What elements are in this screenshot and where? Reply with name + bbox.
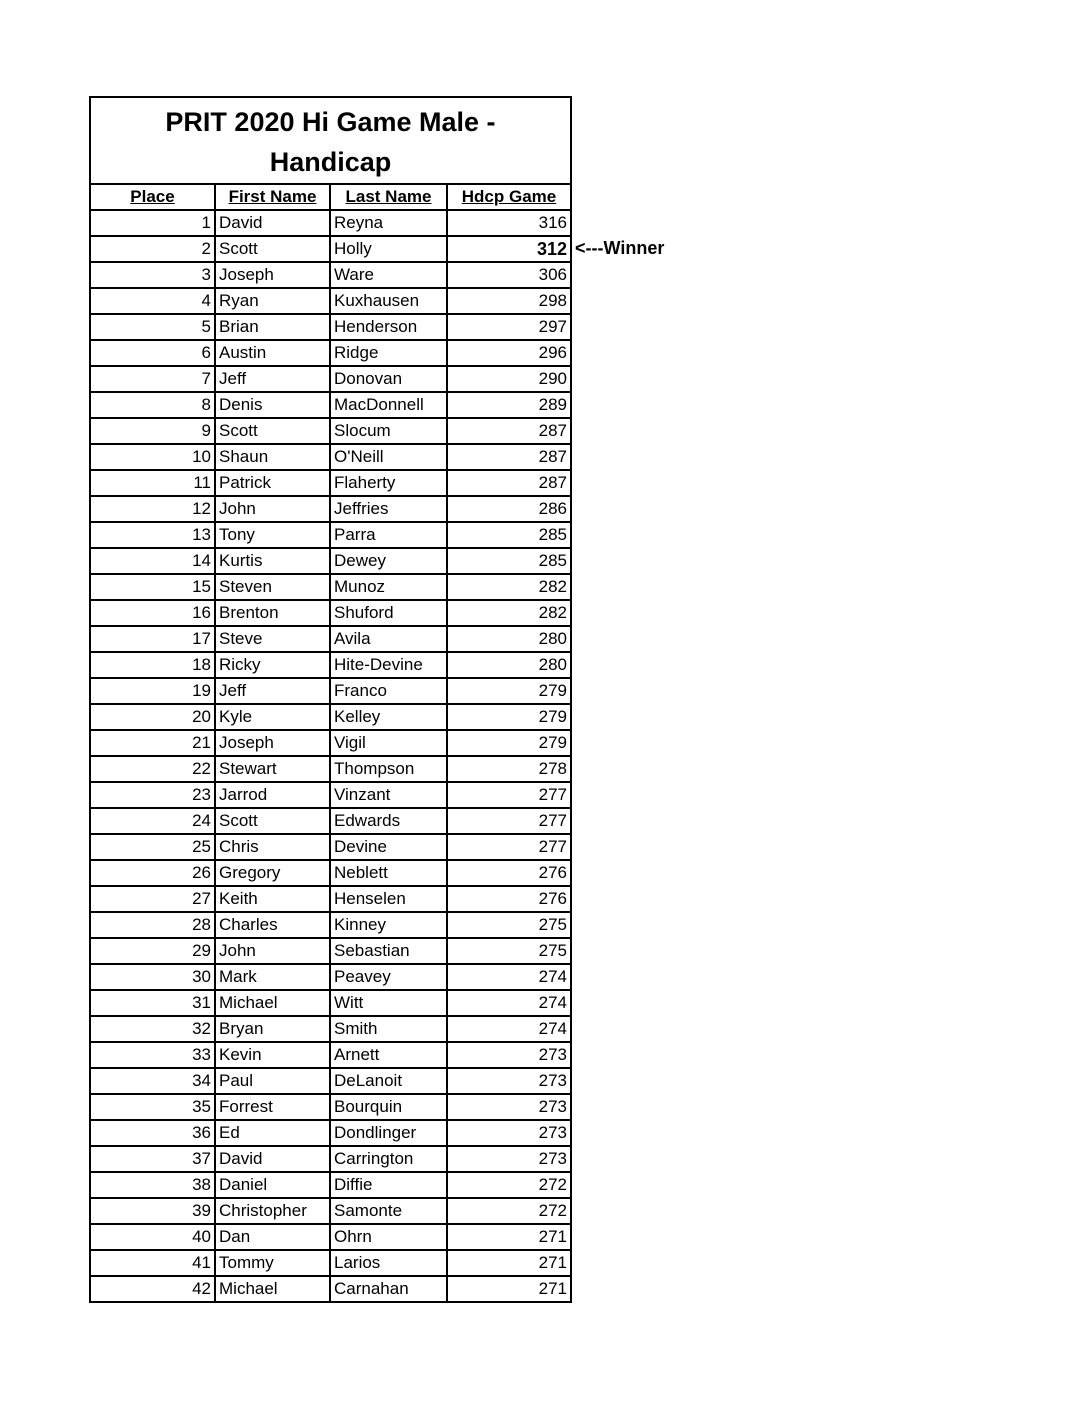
cell-place: 11: [91, 470, 215, 496]
cell-place: 24: [91, 808, 215, 834]
cell-place: 34: [91, 1068, 215, 1094]
cell-last-name: Donovan: [330, 366, 447, 392]
header-last-name: Last Name: [330, 185, 447, 210]
cell-first-name: Brenton: [215, 600, 330, 626]
table-row: [91, 990, 570, 1016]
cell-place: 32: [91, 1016, 215, 1042]
cell-first-name: Ryan: [215, 288, 330, 314]
cell-hdcp-game: 277: [447, 782, 570, 808]
cell-last-name: Neblett: [330, 860, 447, 886]
cell-hdcp-game: 271: [447, 1224, 570, 1250]
table-row: [91, 678, 570, 704]
cell-hdcp-game: 285: [447, 522, 570, 548]
cell-first-name: David: [215, 210, 330, 236]
results-table: [91, 185, 570, 1301]
cell-place: 8: [91, 392, 215, 418]
header-place: Place: [91, 185, 215, 210]
cell-first-name: Kevin: [215, 1042, 330, 1068]
cell-last-name: Holly: [330, 236, 447, 262]
cell-last-name: Diffie: [330, 1172, 447, 1198]
cell-hdcp-game: 273: [447, 1094, 570, 1120]
table-row: [91, 1094, 570, 1120]
table-row: [91, 444, 570, 470]
cell-last-name: Dewey: [330, 548, 447, 574]
cell-first-name: Austin: [215, 340, 330, 366]
cell-place: 4: [91, 288, 215, 314]
cell-first-name: Daniel: [215, 1172, 330, 1198]
cell-last-name: Dondlinger: [330, 1120, 447, 1146]
cell-place: 20: [91, 704, 215, 730]
table-row: [91, 1172, 570, 1198]
table-row: [91, 704, 570, 730]
cell-first-name: John: [215, 938, 330, 964]
cell-hdcp-game: 275: [447, 912, 570, 938]
table-row: [91, 340, 570, 366]
table-row: [91, 1146, 570, 1172]
cell-first-name: Stewart: [215, 756, 330, 782]
table-row: [91, 730, 570, 756]
cell-last-name: Flaherty: [330, 470, 447, 496]
cell-first-name: Jeff: [215, 366, 330, 392]
table-row: [91, 418, 570, 444]
cell-first-name: Michael: [215, 1276, 330, 1301]
cell-first-name: Charles: [215, 912, 330, 938]
cell-first-name: Keith: [215, 886, 330, 912]
cell-hdcp-game: 273: [447, 1120, 570, 1146]
table-row: [91, 808, 570, 834]
table-row: [91, 1276, 570, 1301]
cell-place: 19: [91, 678, 215, 704]
table-row: [91, 1068, 570, 1094]
cell-hdcp-game: 280: [447, 652, 570, 678]
cell-last-name: MacDonnell: [330, 392, 447, 418]
cell-hdcp-game: 286: [447, 496, 570, 522]
cell-place: 7: [91, 366, 215, 392]
table-row: [91, 964, 570, 990]
cell-first-name: Joseph: [215, 730, 330, 756]
cell-first-name: Paul: [215, 1068, 330, 1094]
cell-last-name: Ware: [330, 262, 447, 288]
cell-last-name: Ohrn: [330, 1224, 447, 1250]
cell-last-name: Edwards: [330, 808, 447, 834]
table-body: [91, 210, 570, 1301]
cell-last-name: Ridge: [330, 340, 447, 366]
table-row: [91, 1016, 570, 1042]
table-row: [91, 652, 570, 678]
cell-hdcp-game: 282: [447, 574, 570, 600]
cell-place: 31: [91, 990, 215, 1016]
cell-hdcp-game: 298: [447, 288, 570, 314]
cell-hdcp-game: 271: [447, 1250, 570, 1276]
cell-hdcp-game: 277: [447, 834, 570, 860]
cell-hdcp-game: 290: [447, 366, 570, 392]
cell-last-name: Reyna: [330, 210, 447, 236]
cell-hdcp-game: 274: [447, 990, 570, 1016]
cell-last-name: Samonte: [330, 1198, 447, 1224]
cell-first-name: Brian: [215, 314, 330, 340]
table-row: [91, 600, 570, 626]
cell-place: 6: [91, 340, 215, 366]
table-row: [91, 1120, 570, 1146]
cell-hdcp-game: 296: [447, 340, 570, 366]
cell-place: 41: [91, 1250, 215, 1276]
cell-place: 21: [91, 730, 215, 756]
cell-hdcp-game: 287: [447, 470, 570, 496]
cell-first-name: Scott: [215, 808, 330, 834]
cell-first-name: Scott: [215, 418, 330, 444]
cell-last-name: Parra: [330, 522, 447, 548]
cell-first-name: Gregory: [215, 860, 330, 886]
cell-hdcp-game: 278: [447, 756, 570, 782]
cell-first-name: Michael: [215, 990, 330, 1016]
cell-first-name: Ricky: [215, 652, 330, 678]
cell-place: 38: [91, 1172, 215, 1198]
cell-hdcp-game: 306: [447, 262, 570, 288]
cell-last-name: Kinney: [330, 912, 447, 938]
table-row: [91, 392, 570, 418]
header-hdcp-game: Hdcp Game: [447, 185, 570, 210]
cell-last-name: Witt: [330, 990, 447, 1016]
cell-last-name: Kelley: [330, 704, 447, 730]
cell-last-name: Henderson: [330, 314, 447, 340]
cell-place: 22: [91, 756, 215, 782]
results-sheet: [89, 96, 572, 1303]
table-row: [91, 236, 570, 262]
cell-last-name: Slocum: [330, 418, 447, 444]
cell-hdcp-game: 276: [447, 886, 570, 912]
cell-hdcp-game: 272: [447, 1198, 570, 1224]
cell-first-name: Christopher: [215, 1198, 330, 1224]
cell-place: 15: [91, 574, 215, 600]
cell-last-name: Shuford: [330, 600, 447, 626]
cell-last-name: Carnahan: [330, 1276, 447, 1301]
cell-last-name: Jeffries: [330, 496, 447, 522]
table-row: [91, 912, 570, 938]
table-row: [91, 210, 570, 236]
table-row: [91, 626, 570, 652]
table-row: [91, 470, 570, 496]
cell-last-name: DeLanoit: [330, 1068, 447, 1094]
table-row: [91, 860, 570, 886]
cell-last-name: Sebastian: [330, 938, 447, 964]
table-row: [91, 1224, 570, 1250]
cell-place: 27: [91, 886, 215, 912]
table-row: [91, 1250, 570, 1276]
cell-last-name: Munoz: [330, 574, 447, 600]
cell-place: 33: [91, 1042, 215, 1068]
cell-last-name: Vigil: [330, 730, 447, 756]
cell-place: 16: [91, 600, 215, 626]
cell-hdcp-game: 273: [447, 1146, 570, 1172]
header-row: [91, 185, 570, 210]
table-row: [91, 522, 570, 548]
cell-place: 10: [91, 444, 215, 470]
table-row: [91, 1198, 570, 1224]
table-row: [91, 288, 570, 314]
cell-place: 37: [91, 1146, 215, 1172]
cell-hdcp-game: 297: [447, 314, 570, 340]
title-line-2: Handicap: [269, 147, 392, 177]
cell-first-name: Denis: [215, 392, 330, 418]
cell-last-name: Arnett: [330, 1042, 447, 1068]
cell-first-name: Forrest: [215, 1094, 330, 1120]
cell-hdcp-game: 274: [447, 964, 570, 990]
cell-last-name: Franco: [330, 678, 447, 704]
cell-place: 12: [91, 496, 215, 522]
cell-place: 1: [201, 213, 211, 232]
cell-hdcp-game: 285: [447, 548, 570, 574]
table-row: [91, 938, 570, 964]
cell-first-name: Tony: [215, 522, 330, 548]
cell-place: 14: [91, 548, 215, 574]
cell-place: 28: [91, 912, 215, 938]
table-row: [91, 574, 570, 600]
cell-hdcp-game: 289: [447, 392, 570, 418]
cell-place: 5: [91, 314, 215, 340]
cell-last-name: Hite-Devine: [330, 652, 447, 678]
cell-place: 29: [91, 938, 215, 964]
table-row: [91, 366, 570, 392]
cell-hdcp-game: 316: [447, 210, 570, 236]
cell-last-name: Henselen: [330, 886, 447, 912]
cell-place: 30: [91, 964, 215, 990]
cell-hdcp-game: 272: [447, 1172, 570, 1198]
cell-first-name: Joseph: [215, 262, 330, 288]
cell-hdcp-game: 271: [447, 1276, 570, 1301]
cell-place: 9: [91, 418, 215, 444]
cell-hdcp-game: 273: [447, 1068, 570, 1094]
cell-first-name: John: [215, 496, 330, 522]
cell-hdcp-game: 287: [447, 444, 570, 470]
table-row: [91, 886, 570, 912]
table-row: [91, 1042, 570, 1068]
cell-place: 26: [91, 860, 215, 886]
cell-last-name: Kuxhausen: [330, 288, 447, 314]
cell-hdcp-game: 312: [447, 236, 570, 262]
cell-hdcp-game: 279: [447, 678, 570, 704]
cell-first-name: Jarrod: [215, 782, 330, 808]
cell-place: 42: [91, 1276, 215, 1301]
cell-last-name: O'Neill: [330, 444, 447, 470]
cell-last-name: Bourquin: [330, 1094, 447, 1120]
page-title: [91, 98, 570, 185]
cell-last-name: Larios: [330, 1250, 447, 1276]
cell-hdcp-game: 287: [447, 418, 570, 444]
cell-place: 23: [91, 782, 215, 808]
cell-hdcp-game: 280: [447, 626, 570, 652]
title-line-1: PRIT 2020 Hi Game Male -: [165, 107, 496, 137]
cell-hdcp-game: 274: [447, 1016, 570, 1042]
cell-hdcp-game: 279: [447, 704, 570, 730]
table-row: [91, 496, 570, 522]
cell-first-name: Tommy: [215, 1250, 330, 1276]
cell-first-name: David: [215, 1146, 330, 1172]
winner-note: <---Winner: [575, 238, 665, 258]
cell-last-name: Peavey: [330, 964, 447, 990]
cell-place: 3: [91, 262, 215, 288]
cell-first-name: Ed: [215, 1120, 330, 1146]
table-row: [91, 548, 570, 574]
cell-first-name: Kurtis: [215, 548, 330, 574]
cell-last-name: Avila: [330, 626, 447, 652]
table-row: [91, 834, 570, 860]
cell-hdcp-game: 273: [447, 1042, 570, 1068]
cell-place: 2: [91, 236, 215, 262]
cell-first-name: Patrick: [215, 470, 330, 496]
cell-first-name: Chris: [215, 834, 330, 860]
table-row: [91, 262, 570, 288]
cell-first-name: Bryan: [215, 1016, 330, 1042]
cell-first-name: Steven: [215, 574, 330, 600]
cell-last-name: Thompson: [330, 756, 447, 782]
cell-last-name: Smith: [330, 1016, 447, 1042]
cell-first-name: Steve: [215, 626, 330, 652]
cell-hdcp-game: 277: [447, 808, 570, 834]
cell-place: 13: [91, 522, 215, 548]
cell-place: 39: [91, 1198, 215, 1224]
cell-hdcp-game: 282: [447, 600, 570, 626]
cell-hdcp-game: 279: [447, 730, 570, 756]
cell-first-name: Kyle: [215, 704, 330, 730]
cell-place: 40: [91, 1224, 215, 1250]
cell-first-name: Dan: [215, 1224, 330, 1250]
header-first-name: First Name: [215, 185, 330, 210]
cell-hdcp-game: 276: [447, 860, 570, 886]
cell-last-name: Devine: [330, 834, 447, 860]
cell-first-name: Shaun: [215, 444, 330, 470]
cell-place: 36: [91, 1120, 215, 1146]
cell-first-name: Jeff: [215, 678, 330, 704]
cell-last-name: Vinzant: [330, 782, 447, 808]
cell-last-name: Carrington: [330, 1146, 447, 1172]
cell-place: 35: [91, 1094, 215, 1120]
cell-first-name: Scott: [215, 236, 330, 262]
cell-place: 17: [91, 626, 215, 652]
cell-place: 25: [91, 834, 215, 860]
table-row: [91, 314, 570, 340]
table-row: [91, 782, 570, 808]
cell-first-name: Mark: [215, 964, 330, 990]
cell-hdcp-game: 275: [447, 938, 570, 964]
cell-place: 18: [91, 652, 215, 678]
table-row: [91, 756, 570, 782]
